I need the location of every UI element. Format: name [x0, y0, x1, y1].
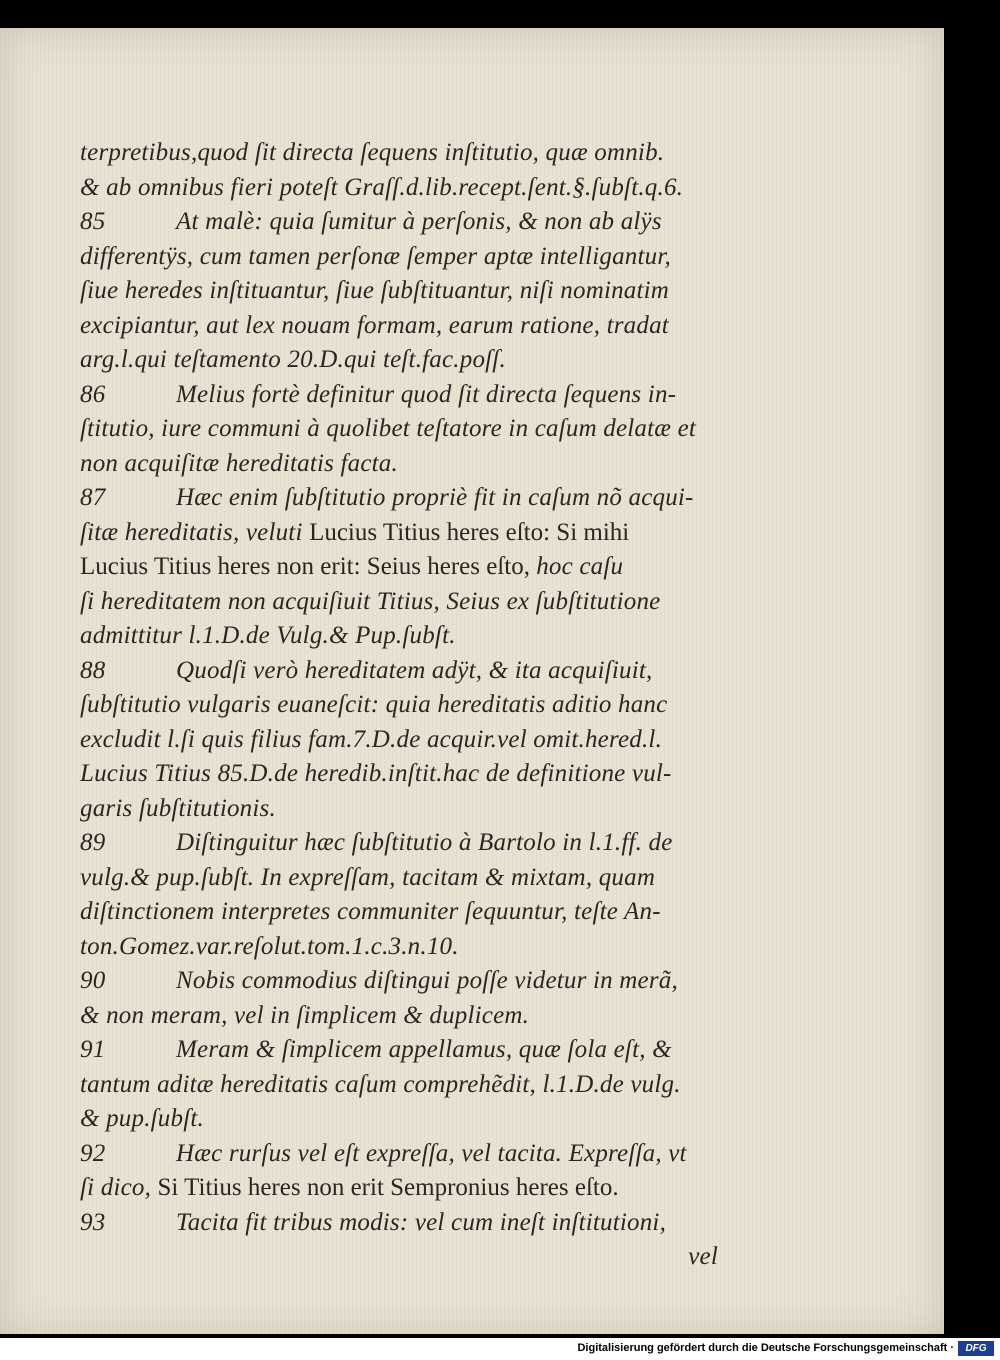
- text-segment: Quodſi verò hereditatem adÿt, & ita acquiſiuit,: [176, 656, 653, 684]
- paragraph-number: 88: [80, 656, 106, 684]
- text-line: [80, 343, 740, 378]
- text-line: [80, 412, 740, 447]
- paragraph-number: 85: [80, 208, 106, 235]
- text-segment: Nobis commodius diſtingui poſſe videtur in merã,: [176, 967, 678, 994]
- text-line: [80, 792, 740, 827]
- text-segment: ſi hereditatem non acquiſiuit Titius, Seius ex ſubſtitutione: [80, 587, 661, 615]
- text-segment: arg.l.qui teſtamento 20.D.qui teſt.fac.poſſ.: [80, 346, 506, 373]
- text-line: [80, 1171, 740, 1206]
- text-segment: ton.Gomez.var.reſolut.tom.1.c.3.n.10.: [80, 932, 459, 960]
- text-segment: differentÿs, cum tamen perſonæ ſemper aptæ intelligantur,: [80, 242, 671, 270]
- text-line: [80, 757, 740, 792]
- text-line: [80, 1102, 740, 1137]
- text-line: [80, 136, 740, 171]
- text-segment: admittitur l.1.D.de Vulg.& Pup.ſubſt.: [80, 622, 456, 649]
- text-segment: Si Titius heres non erit Sempronius heres eſto.: [157, 1174, 619, 1201]
- text-segment: ſtitutio, iure communi à quolibet teſtatore in caſum delatæ et: [80, 415, 697, 442]
- page-text: [80, 136, 740, 1275]
- text-line: [80, 964, 740, 999]
- text-segment: garis ſubſtitutionis.: [80, 794, 276, 822]
- text-line: [80, 826, 740, 861]
- footer-bar: [0, 1338, 1000, 1360]
- text-segment: ſitæ hereditatis, veluti: [80, 518, 310, 546]
- text-line: [80, 688, 740, 723]
- text-line: [80, 723, 740, 758]
- text-segment: Lucius Titius 85.D.de heredib.inſtit.hac de definitione vul-: [80, 760, 672, 787]
- text-line: [80, 240, 740, 275]
- text-line: [80, 1137, 740, 1172]
- paragraph-number: 92: [80, 1139, 106, 1167]
- text-segment: Melius fortè definitur quod ſit directa ſequens in-: [176, 380, 677, 408]
- paragraph-number: 87: [80, 484, 106, 511]
- paragraph-number: 93: [80, 1208, 106, 1236]
- text-segment: Hæc rurſus vel eſt expreſſa, vel tacita. Expreſſa, vt: [176, 1139, 687, 1167]
- text-segment: Hæc enim ſubſtitutio propriè fit in caſum nõ acqui-: [176, 484, 694, 511]
- text-line: [80, 999, 740, 1034]
- text-line: [80, 378, 740, 413]
- text-segment: & non meram, vel in ſimplicem & duplicem.: [80, 1001, 530, 1029]
- text-segment: Lucius Titius heres non erit: Seius heres eſto,: [80, 553, 537, 580]
- text-segment: excipiantur, aut lex nouam formam, earum ratione, tradat: [80, 311, 669, 339]
- dfg-logo: DFG: [958, 1341, 994, 1356]
- text-segment: vulg.& pup.ſubſt. In expreſſam, tacitam & mixtam, quam: [80, 863, 656, 891]
- text-line: [80, 1033, 740, 1068]
- text-line: [80, 309, 740, 344]
- text-segment: diſtinctionem interpretes communiter ſequuntur, teſte An-: [80, 898, 661, 925]
- text-segment: Lucius Titius heres eſto: Si mihi: [309, 518, 630, 546]
- text-line: [80, 447, 740, 482]
- paragraph-number: 89: [80, 829, 106, 856]
- text-line: [80, 171, 740, 206]
- text-line: [80, 1206, 740, 1241]
- text-segment: & ab omnibus fieri poteſt Graſſ.d.lib.recept.ſent.§.ſubſt.q.6.: [80, 173, 684, 201]
- text-line: [80, 516, 740, 551]
- paragraph-number: 86: [80, 380, 106, 408]
- text-segment: terpretibus,quod ſit directa ſequens inſtitutio, quæ omnib.: [80, 139, 665, 166]
- text-segment: At malè: quia ſumitur à perſonis, & non ab alÿs: [176, 208, 662, 235]
- text-segment: Meram & ſimplicem appellamus, quæ ſola eſt, &: [176, 1036, 672, 1063]
- text-segment: tantum aditæ hereditatis caſum comprehẽdit, l.1.D.de vulg.: [80, 1070, 681, 1098]
- text-segment: ſubſtitutio vulgaris euaneſcit: quia hereditatis aditio hanc: [80, 691, 668, 718]
- text-line: [80, 481, 740, 516]
- text-line: [80, 550, 740, 585]
- text-line: [80, 895, 740, 930]
- text-line: [80, 205, 740, 240]
- text-line: [80, 930, 740, 965]
- text-line: [80, 619, 740, 654]
- text-line: [80, 1068, 740, 1103]
- text-line: [80, 861, 740, 896]
- text-line: [80, 274, 740, 309]
- book-page: [0, 28, 944, 1334]
- text-segment: hoc caſu: [536, 553, 624, 580]
- text-segment: ſi dico,: [80, 1174, 158, 1201]
- text-segment: ſiue heredes inſtituantur, ſiue ſubſtituantur, niſi nominatim: [80, 277, 670, 304]
- catchword: vel: [688, 1243, 718, 1270]
- text-segment: excludit l.ſi quis filius fam.7.D.de acquir.vel omit.hered.l.: [80, 725, 663, 753]
- text-segment: & pup.ſubſt.: [80, 1105, 204, 1132]
- text-line: [80, 585, 740, 620]
- text-line: [80, 654, 740, 689]
- text-segment: Diſtinguitur hæc ſubſtitutio à Bartolo in l.1.ff. de: [176, 829, 673, 856]
- text-segment: non acquiſitæ hereditatis facta.: [80, 449, 398, 477]
- text-segment: Tacita fit tribus modis: vel cum ineſt inſtitutioni,: [176, 1208, 667, 1236]
- paragraph-number: 91: [80, 1036, 106, 1063]
- funding-note: Digitalisierung gefördert durch die Deutsche Forschungsgemeinschaft ·: [577, 1342, 954, 1354]
- paragraph-number: 90: [80, 967, 106, 994]
